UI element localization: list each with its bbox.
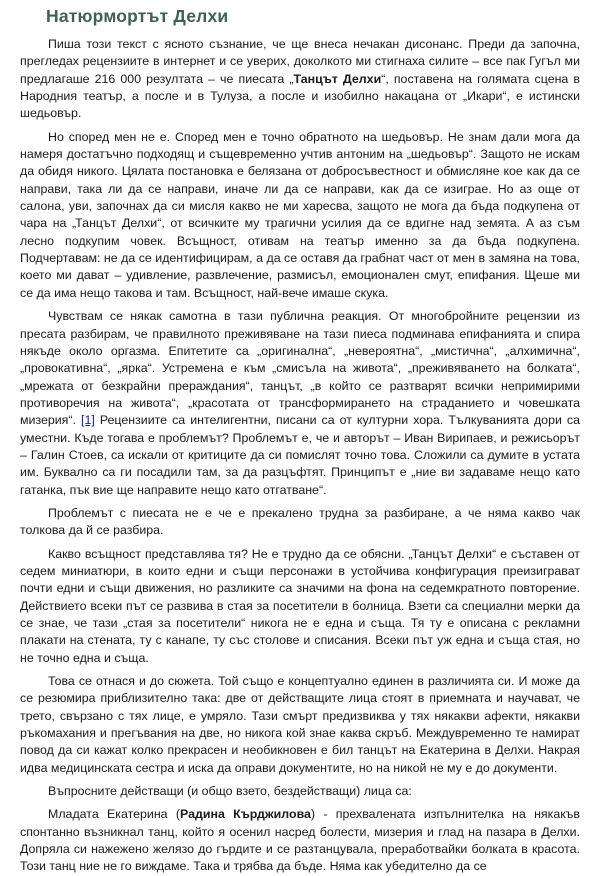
paragraph-5: Какво всъщност представлява тя? Не е трудно да се обясни. „Танцът Делхи“ е съставен от седем миниатюри, в които едни и същи персонажи в устойчива конфигурация преизиграват почти едни и същи движения, но разликите са значими на фона на седемкратното повторение. Действието всеки път се развива в стая за посетители в болница. Взети са специални мерки да се знае, че тази „стая за посетители“ никога не е една и съща. Тя ту е описана с рекламни плакати на стената, ту с канапе, ту със столове и списания. Всеки път уж една и съща стая, но не точно една и съща. (20, 546, 580, 665)
paragraph-2: Но според мен не е. Според мен е точно обратното на шедьовър. Не знам дали мога да намеря достатъчно подходящ и същевременно учтив антоним на „шедьовър“. Защото не искам да обидя никого. Цялата постановка е белязана от добросъвестност и обмисляне кое как да се направи, така ли да се направи, иначе ли да се направи, как да се изиграе. Но аз още от салона, уви, започнах да си мисля какво не ми харесва, защото не мога да бъда подкупена от чара на „Танцът Делхи“, от всичките му трагични усилия да се вдигне над земята. А аз съм лесно подкупим човек. Всъщност, отивам на театър именно за да бъда подкупена. Подчертавам: не да се идентифицирам, а да се оставя да грабнат част от мен в замяна на това, което ми дават – удивление, развлечение, размисъл, емоционален смут, епифания. Щеше ми се да има нещо такова и там. Всъщност, най-вече имаше скука. (20, 129, 580, 300)
actor-name-bold: Радина Кърджилова (180, 807, 311, 822)
footnote-reference-link[interactable]: [1] (81, 413, 95, 428)
play-title-bold: Танцът Делхи (293, 71, 382, 86)
paragraph-3 (20, 308, 580, 499)
paragraph-1-text-a: Пиша този текст с ясното съзнание, че ще внеса нечакан дисонанс. Преди да започна, прегледах рецензиите в интернет и се уверих, доколкото ми стигнаха силите – все пак Гугъл ми предлагаше 216 000 резултата – че пиесата „ (20, 37, 580, 86)
paragraph-1 (20, 36, 580, 123)
paragraph-3-text-b: Рецензиите са интелигентни, писани са от културни хора. Тълкуванията дори са уместни. Къде тогава е проблемът? Проблемът е, че и авторът – Иван Вирипаев, и режисьорът – Галин Стоев, са искали от критиците да си помислят точно това. Сложили са думите в устата им. Буквално са ги посадили там, за да разцъфтят. Принципът е „ние ви задаваме нещо като гатанка, пък вие ще направите нещо като отгатване“. (20, 413, 580, 497)
paragraph-6: Това се отнася и до сюжета. Той също е концептуално единен в различията си. И може да се резюмира приблизително така: две от действащите лица стоят в приемната и научават, че трето, свързано с тях лице, е умряло. Тази смърт предизвиква у тях някакви афекти, някакви ръкомахания и прегъвания на две, но никога кой знае каква скръб. Междувременно те намират повод да си кажат колко прекрасен и необикновен е бил танцът на Екатерина в Делхи. Накрая идва медицинската сестра и иска да оправи документите, но на никой не му е до документи. (20, 674, 580, 775)
character-description: ) - прехвалената изпълнителка на някакъв спонтанно възникнал танц, който я осенил насред болести, мизерия и глад на пазара в Делхи. Допряла си нажежено желязо до гърдите и се разтанцувала, преработвайки болката в красота. Този танц ние не го виждаме. Така и трябва да бъде. Няма как убедително да се (20, 807, 580, 874)
character-name-label: Младата Екатерина ( (48, 807, 181, 822)
paragraph-7-characters-intro: Въпросните действащи (и общо взето, бездействащи) лица са: (48, 784, 412, 799)
paragraph-1-text-b: “, поставена на голямата сцена в Народния театър, а после и в Тулуза, а после и изобилно накацана от „Икари“, е истински шедьовър. (20, 71, 580, 121)
paragraph-8-character-ekaterina (20, 806, 580, 875)
article-body (20, 36, 580, 876)
page-title: Натюрмортът Делхи (46, 6, 229, 26)
paragraph-3-text-a: Чувствам се някак самотна в тази публична реакция. От многобройните рецензии из пресата разбирам, че правилното преживяване на тази пиеса подминава епифанията и спира някъде около оргазма. Епитетите са „оригинална“, „невероятна“, „мистична“, „алхимична“, „провокативна“, „ярка“. Устремена е към „смисъла на живота“, „преживяването на болката“, „мрежата от безкрайни прераждания“, танцът, „в който се разтварят всички непримирими противоречия на живота“, „красотата от трансформирането на страданието и човешката мизерия“. (20, 309, 580, 428)
paragraph-4: Проблемът с пиесата не е че е прекалено трудна за разбиране, а че няма какво чак толкова да й се разбира. (20, 505, 580, 538)
